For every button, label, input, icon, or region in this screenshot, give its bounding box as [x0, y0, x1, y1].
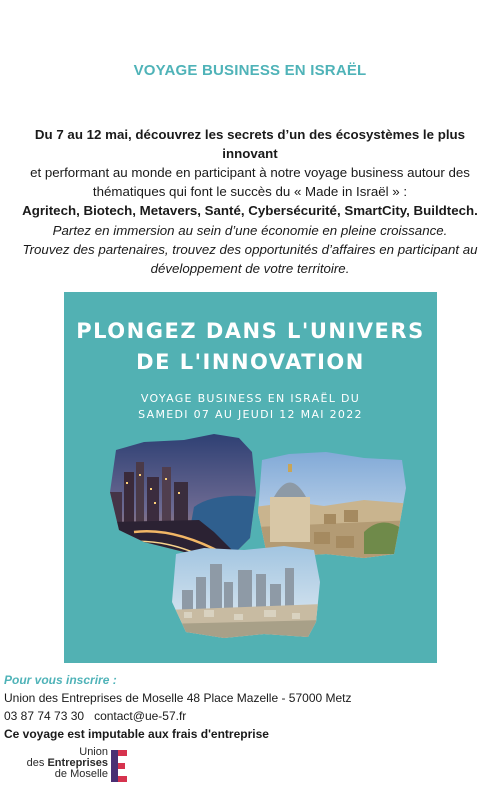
intro-paragraph — [8, 125, 492, 220]
poster-headline-line-2: DE L'INNOVATION — [136, 350, 365, 374]
tagline-line-1: Partez en immersion au sein d’une économie en pleine croissance. — [52, 223, 448, 238]
email-link[interactable]: contact@ue-57.fr — [94, 709, 187, 723]
intro-line-3: thématiques qui font le succès du « Made in Israël » : — [92, 184, 408, 199]
tagline-paragraph — [8, 221, 492, 278]
signup-label: Pour vous inscrire : — [4, 673, 117, 687]
old-city-photo — [254, 447, 414, 562]
tagline-line-3: développement de votre territoire. — [150, 261, 350, 276]
logo-line-3: de Moselle — [54, 768, 108, 780]
logo-e-mark-icon — [108, 748, 130, 784]
ue-moselle-logo — [4, 746, 134, 786]
address-line: Union des Entreprises de Moselle 48 Place Mazelle - 57000 Metz — [4, 691, 352, 705]
intro-line-1: Du 7 au 12 mai, découvrez les secrets d’un des écosystèmes le plus innovant — [34, 127, 466, 161]
phone-number[interactable]: 03 87 74 73 30 — [4, 709, 85, 723]
poster-dates-line-1: VOYAGE BUSINESS EN ISRAËL DU — [140, 392, 361, 405]
poster-dates-line-2: SAMEDI 07 AU JEUDI 12 MAI 2022 — [138, 408, 363, 421]
expense-note: Ce voyage est imputable aux frais d'entreprise — [4, 727, 269, 741]
intro-line-2: et performant au monde en participant à notre voyage business autour des — [30, 165, 470, 180]
night-city-photo — [104, 432, 264, 562]
logo-line-2-prefix: des — [26, 757, 48, 769]
logo-line-2-main: Entreprises — [47, 757, 108, 769]
registration-info — [4, 671, 494, 743]
skyline-photo — [164, 542, 324, 642]
tagline-line-2: Trouvez des partenaires, trouvez des opportunités d’affaires en participant au — [22, 242, 478, 257]
logo-line-1: Union — [79, 746, 108, 758]
poster-headline-line-1: PLONGEZ DANS L'UNIVERS — [76, 319, 425, 343]
city-photos-collage — [64, 292, 437, 663]
page-title: VOYAGE BUSINESS EN ISRAËL — [133, 62, 367, 79]
contact-line — [4, 707, 494, 725]
intro-themes: Agritech, Biotech, Metavers, Santé, Cybersécurité, SmartCity, Buildtech. — [22, 203, 478, 218]
event-poster — [64, 292, 437, 663]
